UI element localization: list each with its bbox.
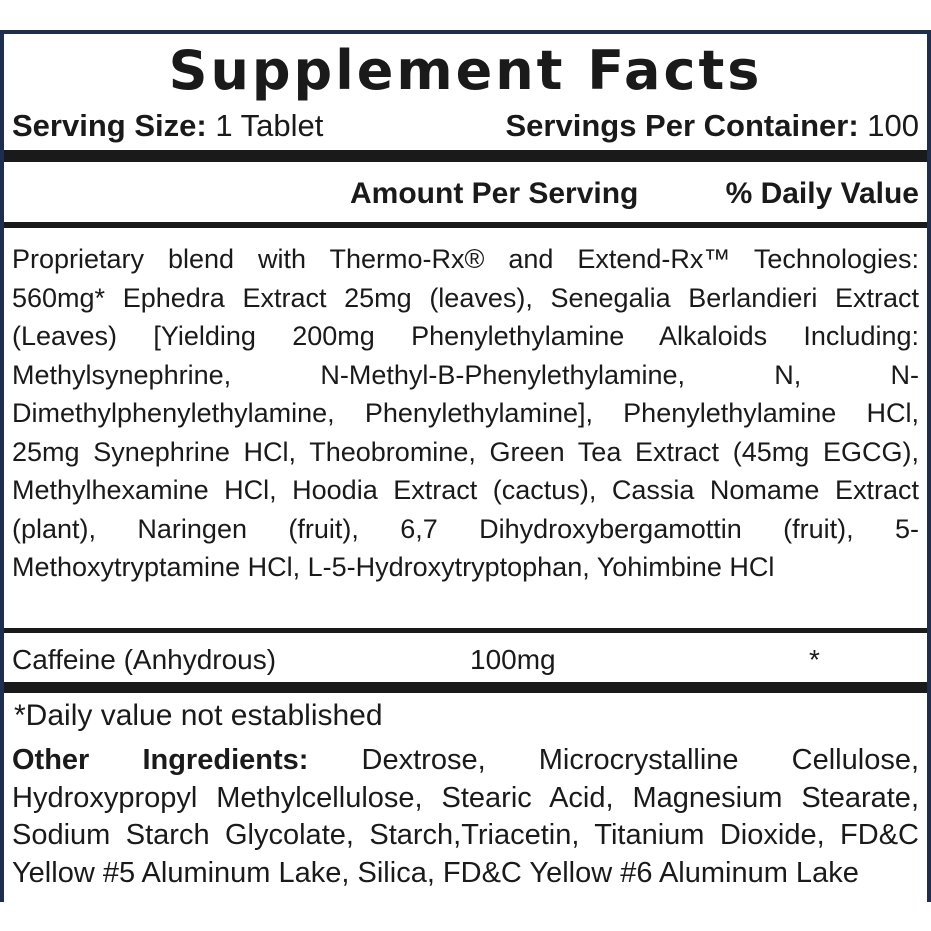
other-ingredients-text: Dextrose, Microcrystalline Cellulose, Hydroxypropyl Methylcellulose, Stearic Acid, Magnesium Stearate, Sodium Starch Glycolate, Starch,Triacetin, Titanium Dioxide, FD&C Yellow #5 Aluminum Lake, Silica, FD&C Yellow #6 Aluminum Lake: [12, 744, 920, 889]
servings-per-container-value: 100: [867, 108, 919, 143]
serving-size: [12, 106, 323, 146]
column-header-row: [12, 172, 919, 216]
serving-info: [12, 106, 919, 146]
serving-size-value: 1 Tablet: [215, 108, 324, 143]
daily-value-header: % Daily Value: [725, 177, 919, 210]
supplement-facts-panel: [0, 30, 931, 902]
thick-divider-bottom: [4, 682, 927, 693]
servings-per-container: [505, 106, 919, 146]
caffeine-name: Caffeine (Anhydrous): [12, 644, 277, 675]
serving-size-label: Serving Size:: [12, 108, 207, 143]
divider-blend: [4, 628, 927, 633]
thick-divider-top: [4, 150, 927, 162]
caffeine-daily-value: *: [809, 644, 820, 675]
daily-value-footnote: *Daily value not established: [14, 699, 383, 732]
caffeine-amount: 100mg: [470, 644, 556, 675]
amount-per-serving-header: Amount Per Serving: [350, 177, 639, 210]
servings-per-container-label: Servings Per Container:: [505, 108, 859, 143]
proprietary-blend-text: Proprietary blend with Thermo-Rx® and Extend-Rx™ Technologies: 560mg* Ephedra Extract 25mg (leaves), Senegalia Berlandieri Extract (Leaves) [Yielding 200mg Phenylethylamine Alkaloids Including: Methylsynephrine, N-Methyl-B-Phenylethylamine, N, N-Dimethylphenylethylamine, Phenylethylamine], Phenylethylamine HCl, 25mg Synephrine HCl, Theobromine, Green Tea Extract (45mg EGCG), Methylhexamine HCl, Hoodia Extract (cactus), Cassia Nomame Extract (plant), Naringen (fruit), 6,7 Dihydroxybergamottin (fruit), 5-Methoxytryptamine HCl, L-5-Hydroxytryptophan, Yohimbine HCl: [12, 244, 919, 582]
panel-title: Supplement Facts: [168, 39, 763, 102]
caffeine-row: [12, 640, 919, 680]
divider-header: [4, 222, 927, 228]
other-ingredients-label: Other Ingredients:: [12, 744, 309, 776]
other-ingredients: [12, 742, 919, 892]
